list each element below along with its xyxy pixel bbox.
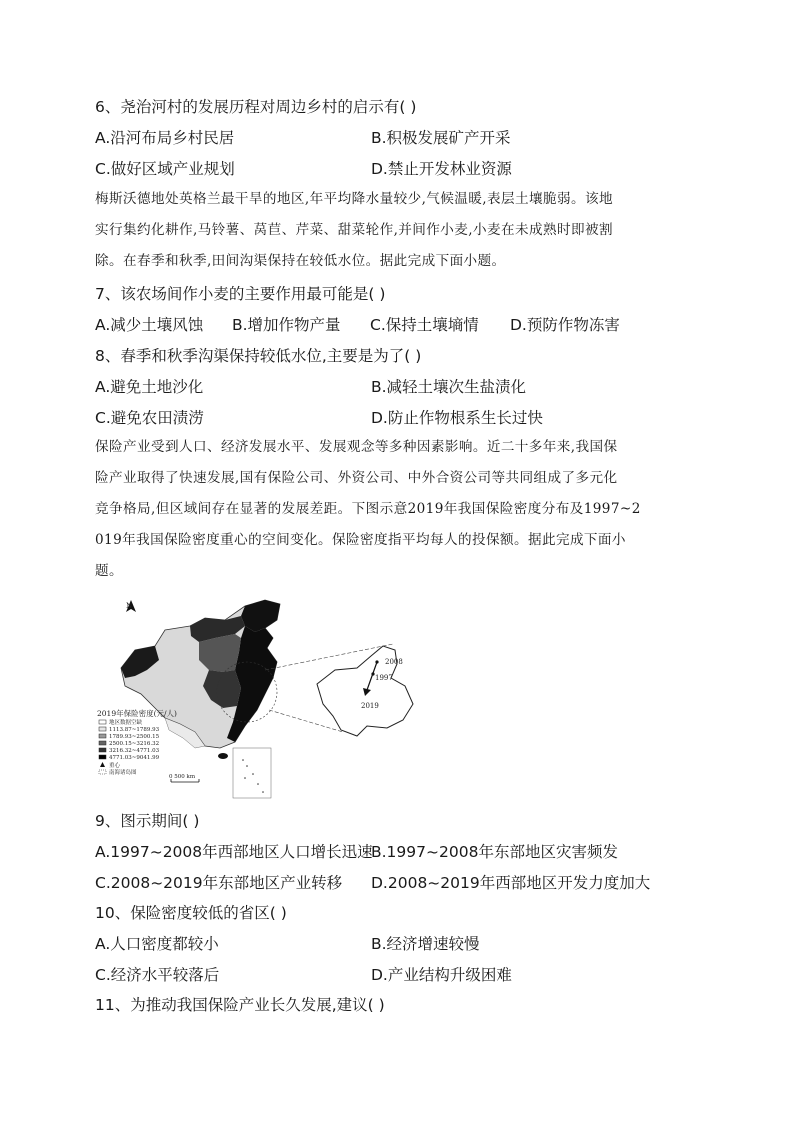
legend-item: 3216.32~4771.03 bbox=[109, 748, 160, 754]
question-10-stem: 10、保险密度较低的省区( ) bbox=[95, 904, 287, 922]
scale-bar bbox=[169, 774, 199, 782]
legend-item: 4771.03~9041.99 bbox=[109, 755, 160, 761]
passage-1-line: 实行集约化耕作,马铃薯、莴苣、芹菜、甜菜轮作,并间作小麦,小麦在未成熟时即被割 bbox=[95, 222, 613, 238]
legend-item: 1789.93~2500.15 bbox=[109, 734, 160, 740]
question-6-stem: 6、尧治河村的发展历程对周边乡村的启示有( ) bbox=[95, 98, 417, 116]
q7-option-c[interactable]: C.保持土壤墒情 bbox=[370, 316, 479, 334]
legend-item: 1113.87~1789.93 bbox=[109, 727, 160, 733]
passage-1-line: 除。在春季和秋季,田间沟渠保持在较低水位。据此完成下面小题。 bbox=[95, 253, 506, 269]
south-sea-islands-inset bbox=[233, 748, 271, 798]
q10-option-c[interactable]: C.经济水平较落后 bbox=[95, 966, 220, 984]
passage-2-line: 险产业取得了快速发展,国有保险公司、外资公司、中外合资公司等共同组成了多元化 bbox=[95, 470, 618, 486]
year-label-1997: 1997 bbox=[375, 674, 393, 682]
question-11-stem: 11、为推动我国保险产业长久发展,建议( ) bbox=[95, 996, 385, 1014]
centroid-triangle-icon bbox=[100, 762, 105, 767]
q9-option-b[interactable]: B.1997~2008年东部地区灾害频发 bbox=[371, 843, 618, 861]
q8-option-c[interactable]: C.避免农田渍涝 bbox=[95, 409, 204, 427]
passage-1-line: 梅斯沃德地处英格兰最干旱的地区,年平均降水量较少,气候温暖,表层土壤脆弱。该地 bbox=[95, 191, 613, 207]
q6-option-b[interactable]: B.积极发展矿产开采 bbox=[371, 129, 511, 147]
scale-label: 0 500 km bbox=[169, 774, 196, 780]
question-7-stem: 7、该农场间作小麦的主要作用最可能是( ) bbox=[95, 285, 386, 303]
passage-2-line: 竞争格局,但区域间存在显著的发展差距。下图示意2019年我国保险密度分布及1997~2 bbox=[95, 501, 641, 517]
insurance-density-map-figure bbox=[95, 598, 455, 803]
question-9-stem: 9、图示期间( ) bbox=[95, 812, 200, 830]
q7-option-d[interactable]: D.预防作物冻害 bbox=[510, 316, 620, 334]
q10-option-d[interactable]: D.产业结构升级困难 bbox=[371, 966, 512, 984]
passage-2-line: 题。 bbox=[95, 563, 123, 579]
q6-option-a[interactable]: A.沿河布局乡村民居 bbox=[95, 129, 235, 147]
q9-option-d[interactable]: D.2008~2019年西部地区开发力度加大 bbox=[371, 874, 651, 892]
q9-option-c[interactable]: C.2008~2019年东部地区产业转移 bbox=[95, 874, 343, 892]
question-8-stem: 8、春季和秋季沟渠保持较低水位,主要是为了( ) bbox=[95, 347, 422, 365]
year-label-2008: 2008 bbox=[385, 658, 403, 666]
north-label: N bbox=[126, 602, 133, 610]
legend-item: 地区数据空缺 bbox=[109, 720, 143, 726]
q8-option-b[interactable]: B.减轻土壤次生盐渍化 bbox=[371, 378, 527, 396]
year-label-2019: 2019 bbox=[361, 702, 379, 710]
q9-option-a[interactable]: A.1997~2008年西部地区人口增长迅速 bbox=[95, 843, 373, 861]
passage-2-line: 019年我国保险密度重心的空间变化。保险密度指平均每人的投保额。据此完成下面小 bbox=[95, 532, 626, 548]
legend-title: 2019年保险密度(元/人) bbox=[97, 709, 177, 718]
legend-item: 南海诸岛图 bbox=[109, 770, 137, 776]
passage-2-line: 保险产业受到人口、经济发展水平、发展观念等多种因素影响。近二十多年来,我国保 bbox=[95, 439, 618, 455]
q6-option-c[interactable]: C.做好区域产业规划 bbox=[95, 160, 235, 178]
passage-2 bbox=[95, 432, 695, 587]
legend-item: 重心 bbox=[109, 763, 121, 769]
q8-option-a[interactable]: A.避免土地沙化 bbox=[95, 378, 204, 396]
q8-option-d[interactable]: D.防止作物根系生长过快 bbox=[371, 409, 543, 427]
legend-item: 2500.15~3216.32 bbox=[109, 741, 160, 747]
passage-1 bbox=[95, 184, 695, 277]
q10-option-a[interactable]: A.人口密度都较小 bbox=[95, 935, 219, 953]
q7-option-a[interactable]: A.减少土壤风蚀 bbox=[95, 316, 204, 334]
q6-option-d[interactable]: D.禁止开发林业资源 bbox=[371, 160, 512, 178]
q10-option-b[interactable]: B.经济增速较慢 bbox=[371, 935, 480, 953]
q7-option-b[interactable]: B.增加作物产量 bbox=[232, 316, 341, 334]
map-legend bbox=[99, 718, 160, 776]
